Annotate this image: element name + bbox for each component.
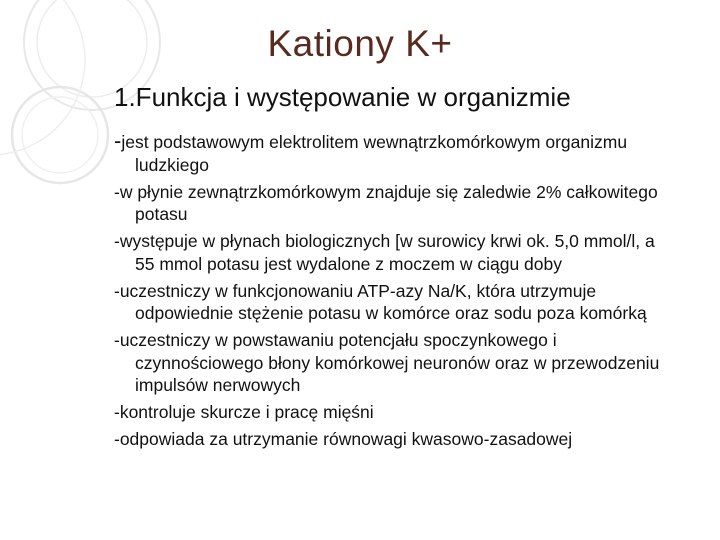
list-item: -uczestniczy w funkcjonowaniu ATP-azy Na/K, która utrzymuje odpowiednie stężenie potasu w komórce oraz sodu poza komórką [114, 280, 647, 323]
list-item: -w płynie zewnątrzkomórkowym znajduje się zaledwie 2% całkowitego potasu [114, 181, 658, 224]
slide-subtitle: 1.Funkcja i występowanie w organizmie [114, 82, 571, 112]
list-item: -kontroluje skurcze i pracę mięśni [114, 402, 374, 422]
list-item: -uczestniczy w powstawaniu potencjału spoczynkowego i czynnościowego błony komórkowej neuronów oraz w przewodzeniu impulsów nerwowych [114, 330, 660, 395]
list-item: -odpowiada za utrzymanie równowagi kwasowo-zasadowej [114, 429, 573, 449]
list-item: -występuje w płynach biologicznych [w surowicy krwi ok. 5,0 mmol/l, a 55 mmol potasu jest wydalone z moczem w ciągu doby [114, 231, 655, 274]
bullet-list [114, 130, 679, 455]
list-item: -jest podstawowym elektrolitem wewnątrzkomórkowym organizmu ludzkiego [114, 128, 628, 175]
slide-title: Kationy K+ [267, 23, 453, 64]
